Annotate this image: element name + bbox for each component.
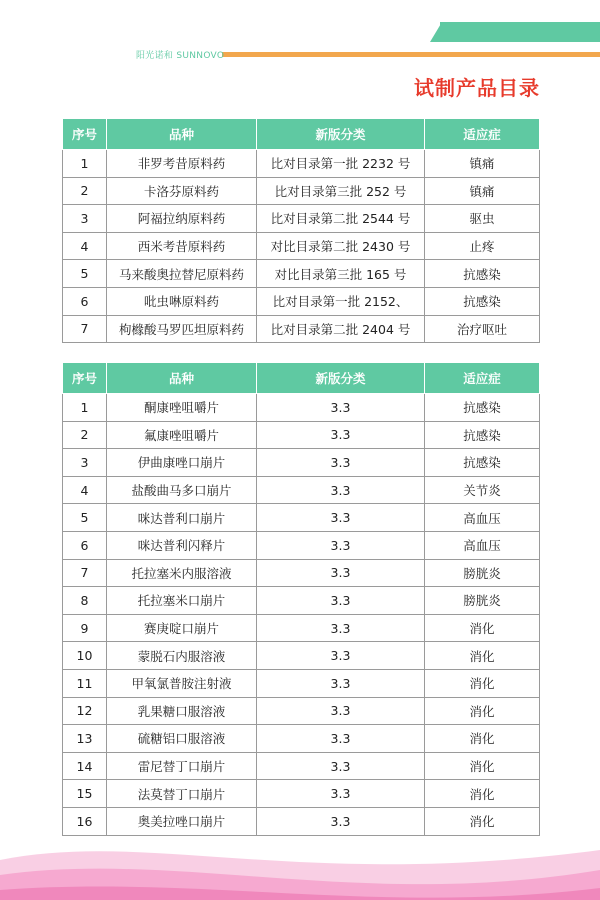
cell-product-name: 咪达普利口崩片 xyxy=(107,504,257,532)
cell-indication: 膀胱炎 xyxy=(425,559,540,587)
cell-product-name: 非罗考昔原料药 xyxy=(107,150,257,178)
cell-index: 16 xyxy=(63,807,107,835)
col-category-header: 新版分类 xyxy=(257,119,425,150)
cell-index: 1 xyxy=(63,150,107,178)
table-row xyxy=(63,504,540,532)
table-row xyxy=(63,531,540,559)
table-row xyxy=(63,394,540,422)
cell-category: 3.3 xyxy=(257,394,425,422)
cell-category: 3.3 xyxy=(257,449,425,477)
cell-product-name: 酮康唑咀嚼片 xyxy=(107,394,257,422)
table-body xyxy=(63,150,540,343)
table-row xyxy=(63,725,540,753)
header-row xyxy=(63,119,540,150)
cell-category: 比对目录第一批 2152、 xyxy=(257,287,425,315)
table-body xyxy=(63,394,540,836)
cell-category: 3.3 xyxy=(257,614,425,642)
cell-category: 比对目录第一批 2232 号 xyxy=(257,150,425,178)
cell-indication: 镇痛 xyxy=(425,177,540,205)
cell-category: 3.3 xyxy=(257,531,425,559)
cell-product-name: 咪达普利闪释片 xyxy=(107,531,257,559)
cell-indication: 消化 xyxy=(425,807,540,835)
brand-logo-text: 阳光诺和 SUNNOVO xyxy=(136,51,225,61)
cell-index: 6 xyxy=(63,287,107,315)
cell-product-name: 赛庚啶口崩片 xyxy=(107,614,257,642)
cell-indication: 消化 xyxy=(425,697,540,725)
cell-category: 对比目录第二批 2430 号 xyxy=(257,232,425,260)
product-table-api xyxy=(62,118,540,343)
cell-index: 4 xyxy=(63,476,107,504)
table-row xyxy=(63,476,540,504)
col-indication-header: 适应症 xyxy=(425,119,540,150)
col-index-header: 序号 xyxy=(63,363,107,394)
cell-product-name: 西米考昔原料药 xyxy=(107,232,257,260)
cell-category: 对比目录第三批 165 号 xyxy=(257,260,425,288)
cell-product-name: 乳果糖口服溶液 xyxy=(107,697,257,725)
cell-index: 9 xyxy=(63,614,107,642)
cell-product-name: 枸橼酸马罗匹坦原料药 xyxy=(107,315,257,343)
cell-indication: 抗感染 xyxy=(425,260,540,288)
cell-category: 比对目录第三批 252 号 xyxy=(257,177,425,205)
cell-index: 12 xyxy=(63,697,107,725)
table-header xyxy=(63,119,540,150)
table-row xyxy=(63,287,540,315)
cell-product-name: 托拉塞米内服溶液 xyxy=(107,559,257,587)
cell-category: 比对目录第二批 2544 号 xyxy=(257,205,425,233)
cell-category: 3.3 xyxy=(257,752,425,780)
cell-product-name: 蒙脱石内服溶液 xyxy=(107,642,257,670)
cell-index: 5 xyxy=(63,504,107,532)
cell-category: 比对目录第二批 2404 号 xyxy=(257,315,425,343)
cell-product-name: 盐酸曲马多口崩片 xyxy=(107,476,257,504)
col-name-header: 品种 xyxy=(107,119,257,150)
table-row xyxy=(63,669,540,697)
cell-category: 3.3 xyxy=(257,725,425,753)
cell-indication: 消化 xyxy=(425,752,540,780)
cell-product-name: 硫糖铝口服溶液 xyxy=(107,725,257,753)
cell-product-name: 甲氧氯普胺注射液 xyxy=(107,669,257,697)
cell-category: 3.3 xyxy=(257,697,425,725)
cell-category: 3.3 xyxy=(257,642,425,670)
cell-index: 13 xyxy=(63,725,107,753)
cell-product-name: 伊曲康唑口崩片 xyxy=(107,449,257,477)
cell-indication: 关节炎 xyxy=(425,476,540,504)
cell-index: 2 xyxy=(63,421,107,449)
brand-divider-line xyxy=(222,52,600,57)
cell-indication: 高血压 xyxy=(425,531,540,559)
cell-indication: 止疼 xyxy=(425,232,540,260)
page-title: 试制产品目录 xyxy=(414,76,540,100)
cell-product-name: 阿福拉纳原料药 xyxy=(107,205,257,233)
table-row xyxy=(63,642,540,670)
cell-indication: 膀胱炎 xyxy=(425,587,540,615)
cell-indication: 高血压 xyxy=(425,504,540,532)
table-row xyxy=(63,780,540,808)
cell-product-name: 法莫替丁口崩片 xyxy=(107,780,257,808)
table-row xyxy=(63,752,540,780)
table-row xyxy=(63,232,540,260)
cell-indication: 消化 xyxy=(425,642,540,670)
cell-category: 3.3 xyxy=(257,504,425,532)
cell-category: 3.3 xyxy=(257,587,425,615)
cell-index: 15 xyxy=(63,780,107,808)
col-indication-header: 适应症 xyxy=(425,363,540,394)
cell-indication: 镇痛 xyxy=(425,150,540,178)
cell-index: 3 xyxy=(63,205,107,233)
cell-index: 11 xyxy=(63,669,107,697)
table-row xyxy=(63,315,540,343)
header-accent-band xyxy=(440,22,600,42)
cell-product-name: 氟康唑咀嚼片 xyxy=(107,421,257,449)
col-category-header: 新版分类 xyxy=(257,363,425,394)
col-index-header: 序号 xyxy=(63,119,107,150)
cell-index: 10 xyxy=(63,642,107,670)
cell-index: 14 xyxy=(63,752,107,780)
table-header xyxy=(63,363,540,394)
table-row xyxy=(63,587,540,615)
cell-product-name: 雷尼替丁口崩片 xyxy=(107,752,257,780)
cell-index: 4 xyxy=(63,232,107,260)
table-row xyxy=(63,205,540,233)
table-row xyxy=(63,449,540,477)
cell-product-name: 吡虫啉原料药 xyxy=(107,287,257,315)
cell-index: 6 xyxy=(63,531,107,559)
cell-product-name: 马来酸奥拉替尼原料药 xyxy=(107,260,257,288)
cell-indication: 消化 xyxy=(425,780,540,808)
cell-index: 7 xyxy=(63,315,107,343)
table-row xyxy=(63,559,540,587)
header-row xyxy=(63,363,540,394)
table-row xyxy=(63,150,540,178)
cell-indication: 消化 xyxy=(425,669,540,697)
footer-wave-decoration xyxy=(0,820,600,900)
cell-indication: 抗感染 xyxy=(425,421,540,449)
cell-product-name: 卡洛芬原料药 xyxy=(107,177,257,205)
cell-index: 2 xyxy=(63,177,107,205)
cell-category: 3.3 xyxy=(257,559,425,587)
cell-product-name: 托拉塞米口崩片 xyxy=(107,587,257,615)
cell-index: 8 xyxy=(63,587,107,615)
cell-indication: 治疗呕吐 xyxy=(425,315,540,343)
table-row xyxy=(63,260,540,288)
cell-indication: 抗感染 xyxy=(425,394,540,422)
cell-category: 3.3 xyxy=(257,669,425,697)
cell-index: 7 xyxy=(63,559,107,587)
cell-category: 3.3 xyxy=(257,421,425,449)
cell-indication: 消化 xyxy=(425,614,540,642)
cell-product-name: 奥美拉唑口崩片 xyxy=(107,807,257,835)
table-row xyxy=(63,614,540,642)
col-name-header: 品种 xyxy=(107,363,257,394)
cell-indication: 消化 xyxy=(425,725,540,753)
cell-category: 3.3 xyxy=(257,780,425,808)
cell-category: 3.3 xyxy=(257,807,425,835)
cell-index: 3 xyxy=(63,449,107,477)
table-row xyxy=(63,177,540,205)
cell-index: 5 xyxy=(63,260,107,288)
cell-indication: 抗感染 xyxy=(425,449,540,477)
cell-index: 1 xyxy=(63,394,107,422)
cell-indication: 驱虫 xyxy=(425,205,540,233)
cell-category: 3.3 xyxy=(257,476,425,504)
cell-indication: 抗感染 xyxy=(425,287,540,315)
table-row xyxy=(63,697,540,725)
table-row xyxy=(63,421,540,449)
product-table-formulations xyxy=(62,362,540,836)
